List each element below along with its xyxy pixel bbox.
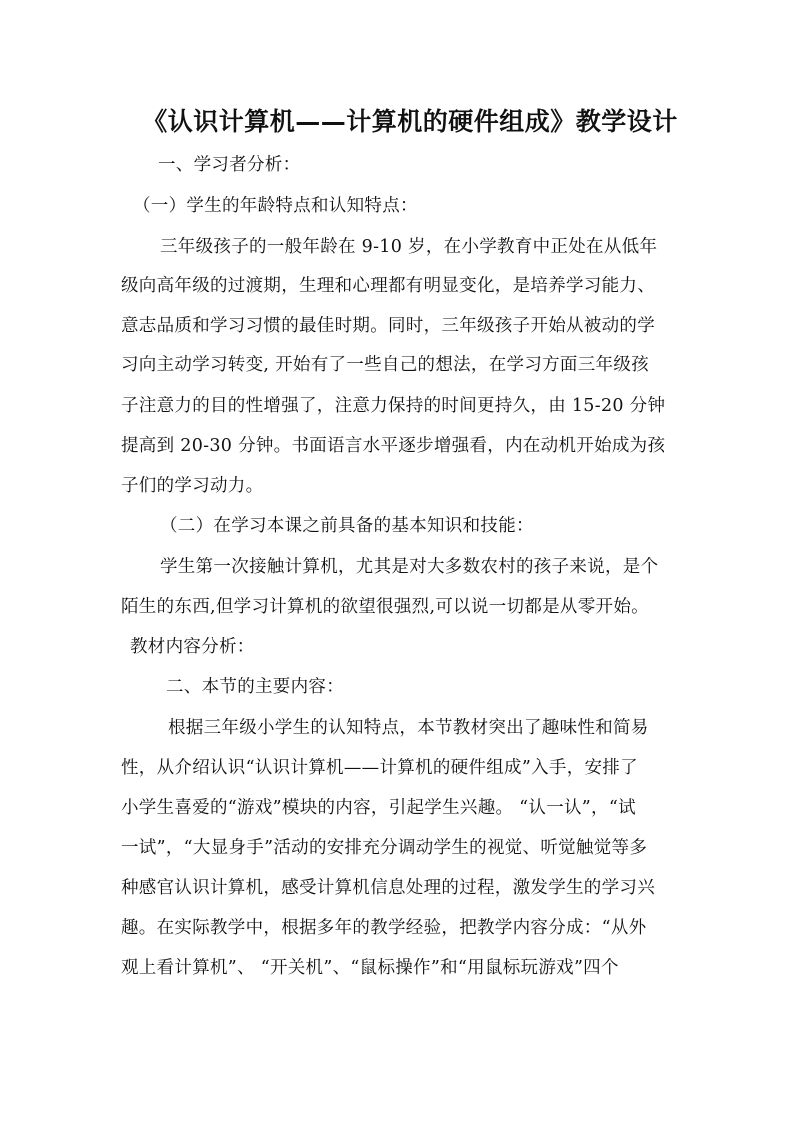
paragraph-line: 习向主动学习转变, 开始有了一些自己的想法，在学习方面三年级孩 [121, 355, 649, 375]
paragraph-line: 子们的学习动力。 [121, 476, 264, 496]
paragraph-line: 三年级孩子的一般年龄在 9-10 岁，在小学教育中正处在从低年 [160, 237, 658, 257]
paragraph-line: 观上看计算机”、 “开关机”、“鼠标操作”和“用鼠标玩游戏”四个 [121, 958, 619, 978]
paragraph-line: 趣。在实际教学中，根据多年的教学经验，把教学内容分成：“从外 [121, 918, 647, 938]
heading-learner-analysis: 一、学习者分析： [158, 155, 301, 175]
paragraph-line: 一试”，“大显身手”活动的安排充分调动学生的视觉、听觉触觉等多 [121, 838, 648, 858]
document-title: 《认识计算机——计算机的硬件组成》教学设计 [142, 107, 678, 136]
paragraph-line: 根据三年级小学生的认知特点，本节教材突出了趣味性和简易 [168, 718, 649, 738]
paragraph-line: 意志品质和学习习惯的最佳时期。同时，三年级孩子开始从被动的学 [121, 316, 655, 336]
subheading-age-cognition: （一）学生的年龄特点和认知特点： [133, 196, 418, 216]
paragraph-line: 学生第一次接触计算机，尤其是对大多数农村的孩子来说，是个 [160, 557, 659, 577]
subheading-prior-knowledge: （二）在学习本课之前具备的基本知识和技能： [160, 516, 534, 536]
paragraph-line: 陌生的东西,但学习计算机的欲望很强烈,可以说一切都是从零开始。 [121, 597, 649, 617]
heading-material-analysis: 教材内容分析： [130, 637, 255, 657]
paragraph-line: 种感官认识计算机，感受计算机信息处理的过程，激发学生的学习兴 [121, 878, 655, 898]
heading-main-content: 二、本节的主要内容： [166, 677, 344, 697]
paragraph-line: 性，从介绍认识“认识计算机——计算机的硬件组成”入手，安排了 [121, 758, 638, 778]
paragraph-line: 提高到 20-30 分钟。书面语言水平逐步增强看，内在动机开始成为孩 [121, 436, 666, 456]
paragraph-line: 级向高年级的过渡期，生理和心理都有明显变化，是培养学习能力、 [121, 276, 655, 296]
paragraph-line: 小学生喜爱的“游戏”模块的内容，引起学生兴趣。 “认一认”，“试 [121, 798, 636, 818]
paragraph-line: 子注意力的目的性增强了，注意力保持的时间更持久，由 15-20 分钟 [121, 396, 666, 416]
